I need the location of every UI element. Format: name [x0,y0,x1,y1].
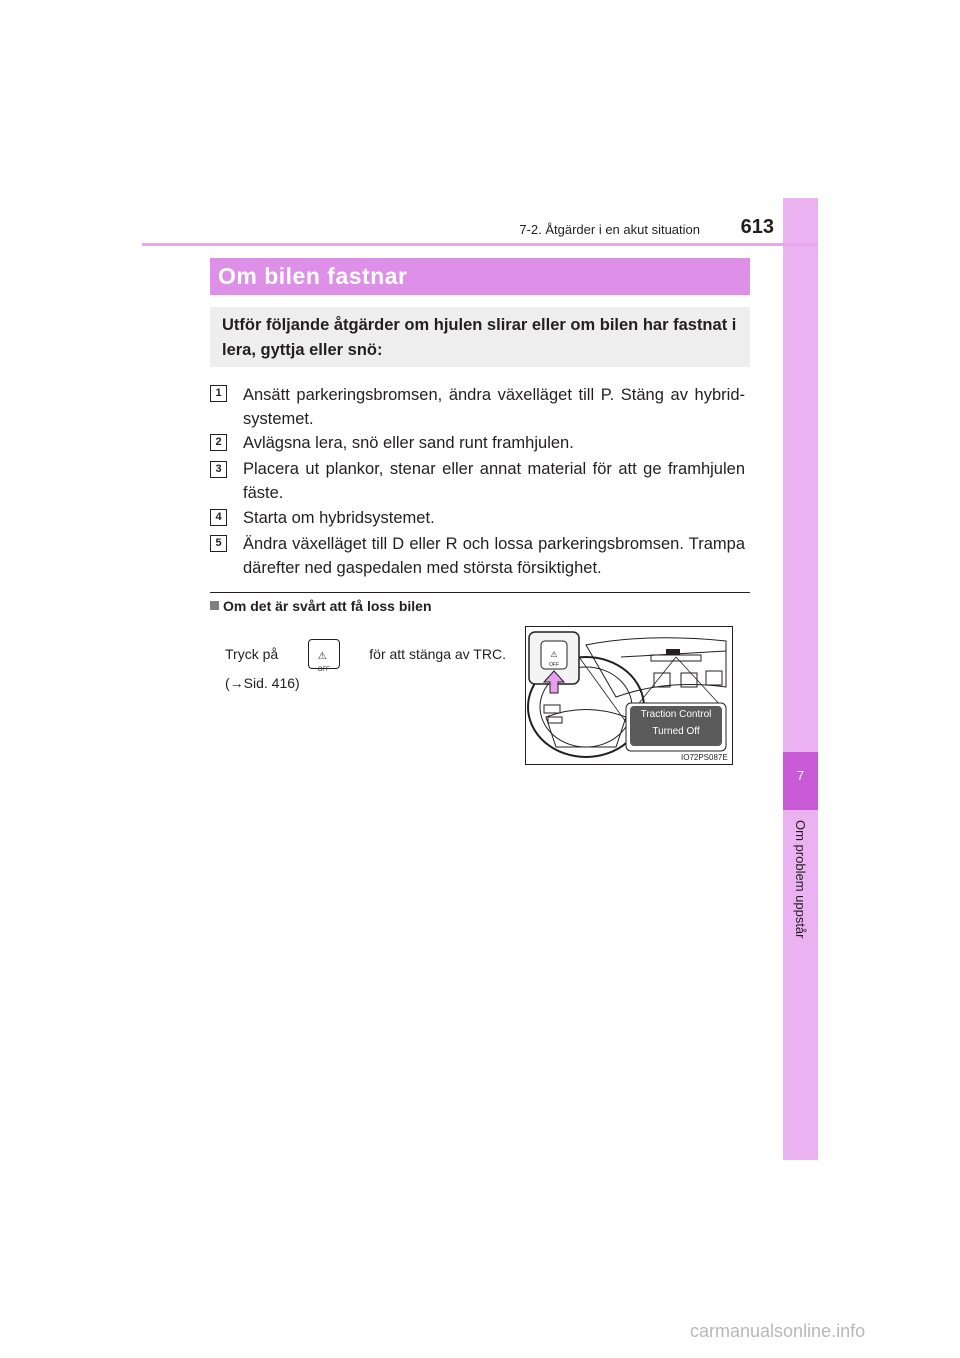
trc-off-button-icon [308,639,340,673]
step-text-1: Ansätt parkeringsbromsen, ändra växelläget till P. Stäng av hybrid-systemet. [243,386,745,428]
page-number: 613 [740,216,774,238]
svg-text:⚠: ⚠ [550,650,558,659]
svg-text:OFF: OFF [549,662,559,668]
step-number-5: 5 [210,535,227,552]
traction-message-line-2: Turned Off [652,726,700,737]
chapter-title: Om problem uppstår [793,820,808,939]
step-text-5: Ändra växelläget till D eller R och lossa parkeringsbromsen. Trampa därefter ned gaspedalen med största försiktighet. [243,535,745,577]
step-text-4: Starta om hybridsystemet. [243,509,435,527]
figure-code: IO72PS087E [681,753,728,762]
step-number-3: 3 [210,461,227,478]
chapter-number: 7 [796,768,805,783]
subsection-heading: Om det är svårt att få loss bilen [223,598,432,614]
side-tab [783,198,818,1160]
intro-text: Utför följande åtgärder om hjulen slirar eller om bilen har fastnat i lera, gyttja eller snö: [222,316,737,359]
car-skid-icon: ⚠ [317,651,327,662]
tip-reference: (→Sid. 416) [225,675,300,691]
section-divider [210,592,750,593]
step-number-2: 2 [210,434,227,451]
header-section-title: 7-2. Åtgärder i en akut situation [519,222,700,237]
step-text-2: Avlägsna lera, snö eller sand runt framhjulen. [243,434,574,452]
header-rule [142,243,818,246]
page-title: Om bilen fastnar [218,263,408,289]
step-number-4: 4 [210,509,227,526]
tip-line-1 [225,639,506,673]
traction-control-message [630,706,722,746]
button-off-label: OFF [317,667,330,673]
step-number-1: 1 [210,385,227,402]
step-text-3: Placera ut plankor, stenar eller annat material för att ge framhjulen fäste. [243,460,745,502]
traction-message-line-1: Traction Control [640,709,712,720]
tip-after-text: för att stänga av TRC. [369,646,506,662]
tip-before-text: Tryck på [225,646,279,662]
watermark-text: carmanualsonline.info [690,1321,866,1341]
square-bullet-icon [210,601,219,610]
tip-paragraph [225,639,506,697]
